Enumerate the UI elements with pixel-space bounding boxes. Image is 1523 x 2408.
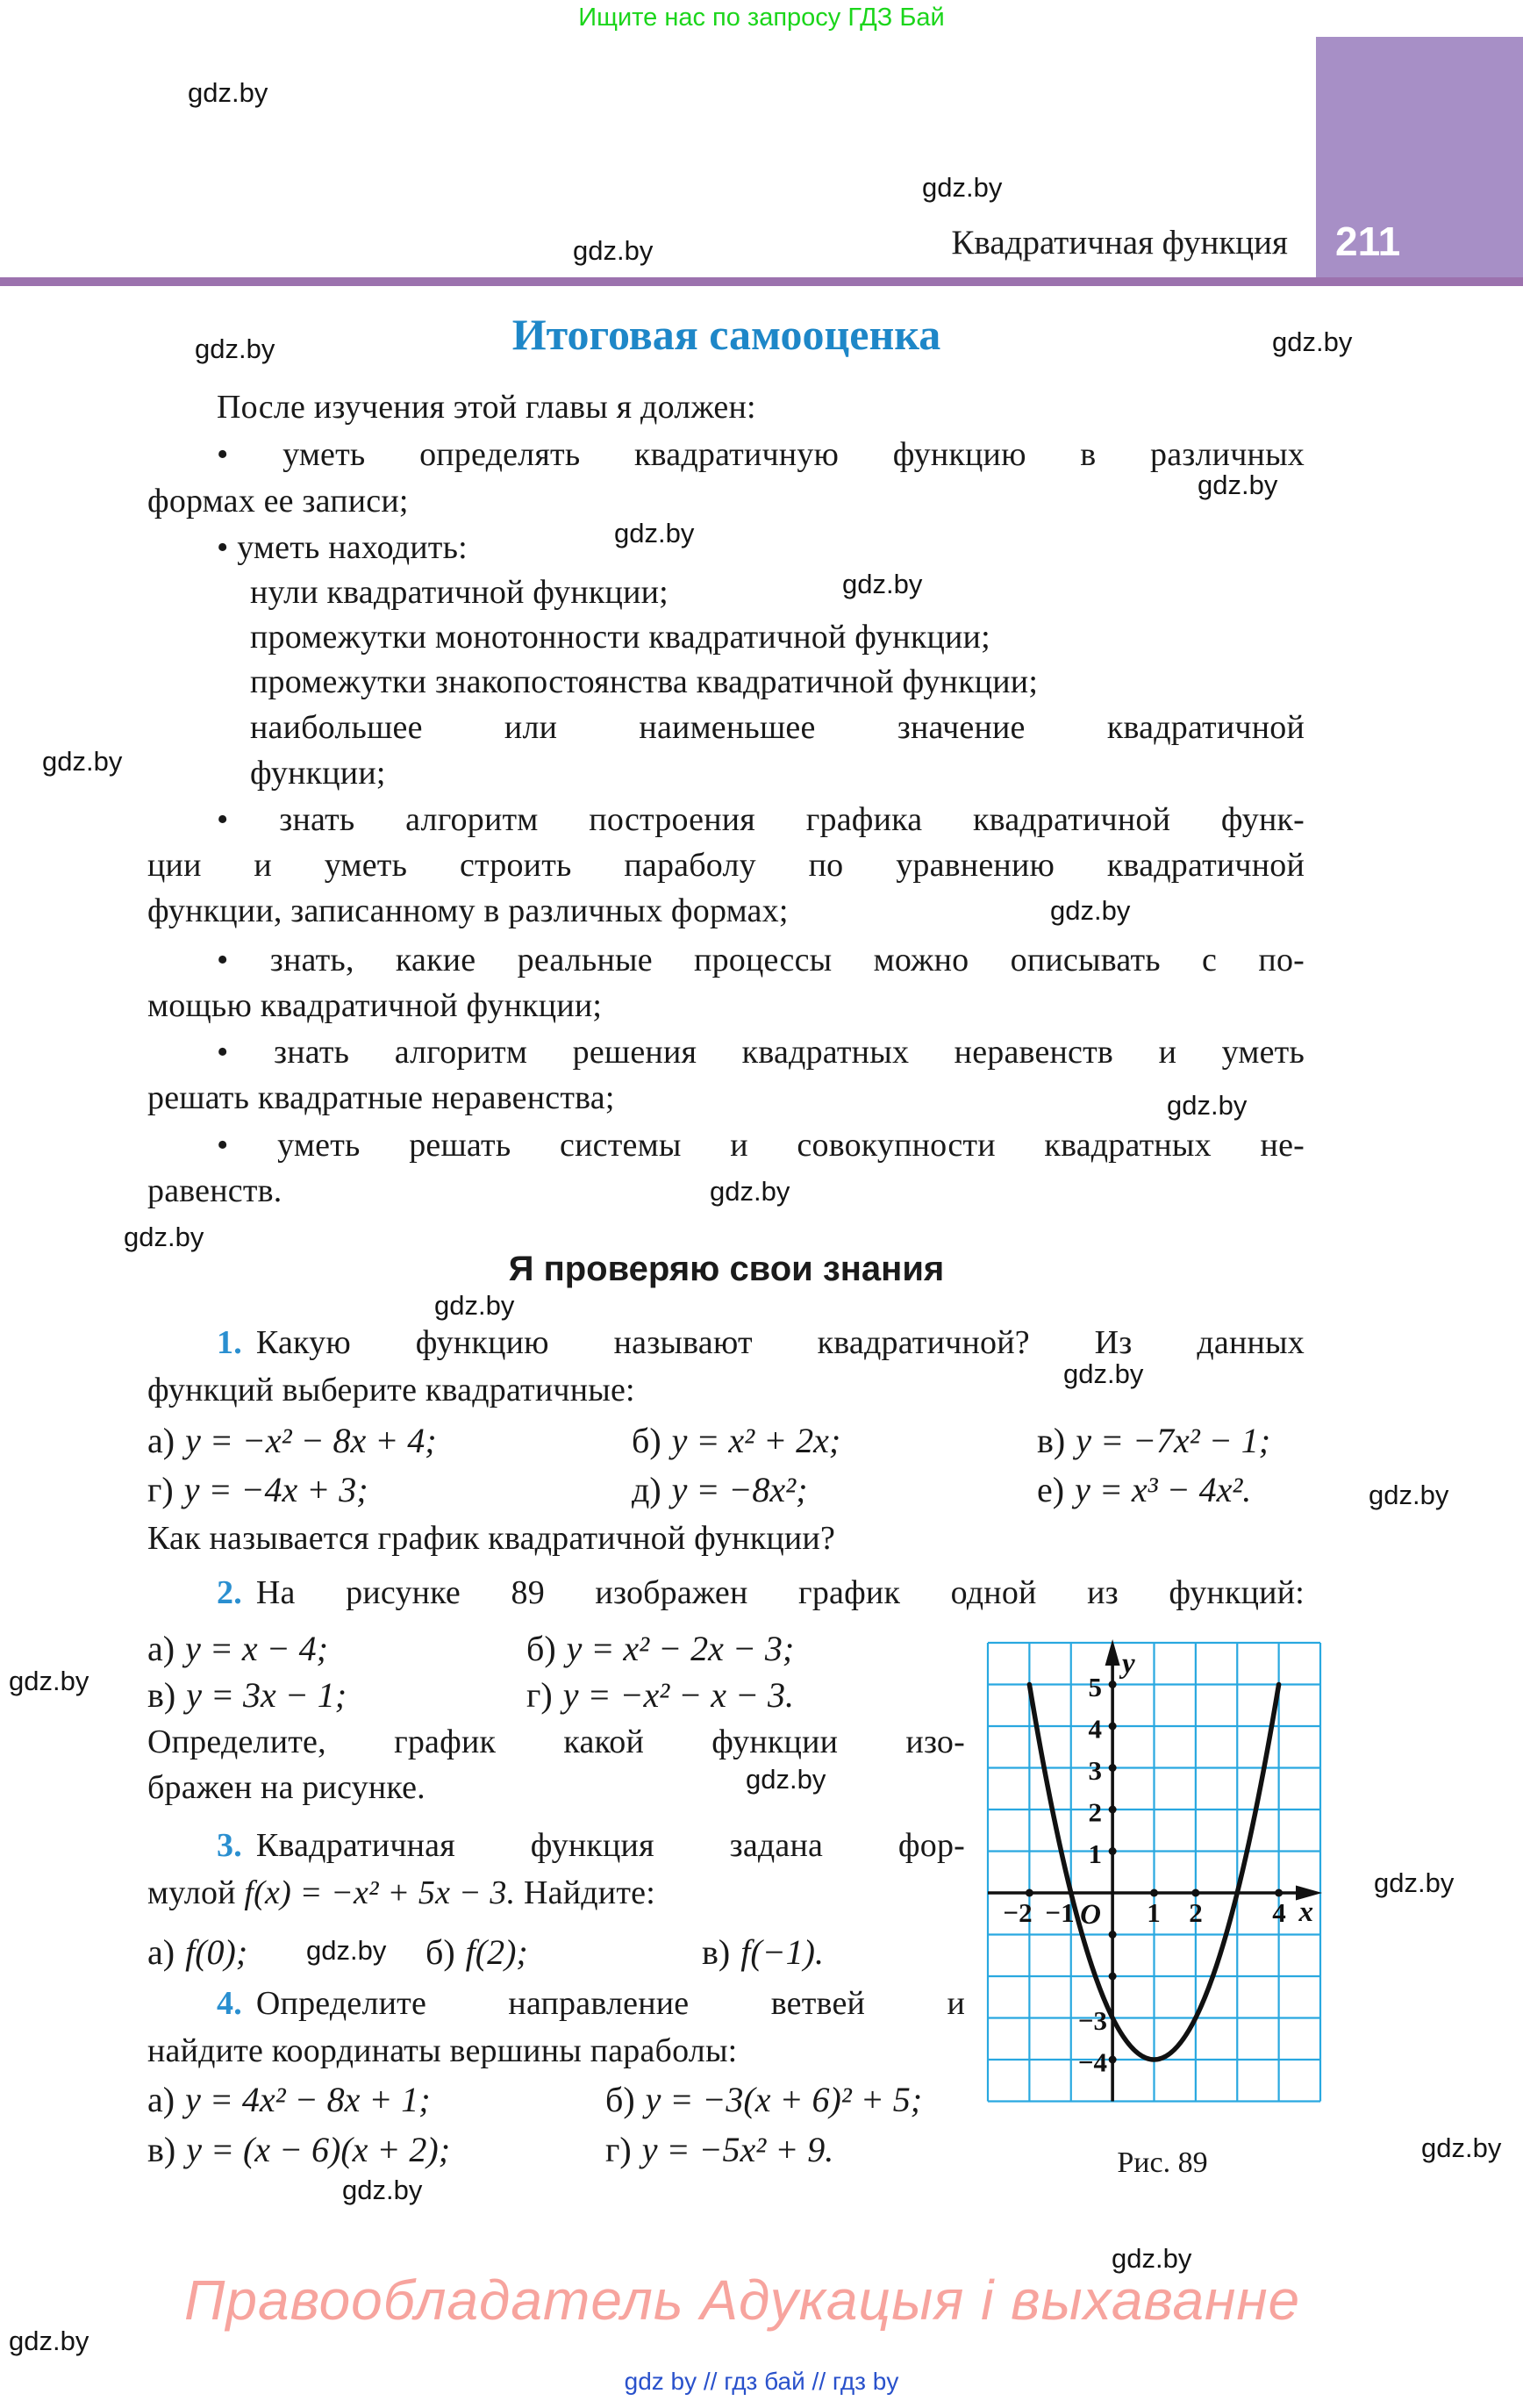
page-number-box	[1316, 37, 1523, 277]
problem-2-question-1: Определите, график какой функции изо-	[147, 1724, 965, 1760]
answer-option: д) y = −8x²;	[632, 1470, 808, 1509]
gdz-watermark: gdz.by	[1369, 1480, 1449, 1510]
answer-option: в) y = 3x − 1;	[147, 1675, 347, 1715]
problem-text: Какую функцию называют квадратичной? Из данных	[255, 1324, 1305, 1361]
gdz-watermark: gdz.by	[922, 172, 1003, 203]
problem-text: На рисунке 89 изображен график одной из функций:	[255, 1574, 1305, 1611]
checklist-line: • знать алгоритм построения графика квадратичной функ-	[217, 801, 1305, 838]
copyright-notice: Правообладатель Адукацыя і выхаванне	[184, 2268, 1301, 2332]
y-tick-label: −3	[1077, 2005, 1107, 2036]
checklist-line: функции;	[250, 755, 386, 792]
gdz-watermark: gdz.by	[434, 1290, 515, 1321]
parabola-chart	[979, 1634, 1330, 2112]
gdz-watermark: gdz.by	[1374, 1867, 1455, 1898]
x-tick-label: 4	[1272, 1897, 1286, 1928]
answer-option: г) y = −5x² + 9.	[605, 2130, 834, 2169]
answer-option: в) y = −7x² − 1;	[1037, 1421, 1271, 1460]
answer-option: б) f(2);	[425, 1932, 528, 1972]
gdz-watermark: gdz.by	[124, 1222, 204, 1252]
gdz-watermark: gdz.by	[1167, 1090, 1248, 1121]
answer-option: в) f(−1).	[702, 1932, 824, 1972]
x-axis-label: x	[1298, 1896, 1313, 1928]
answer-option: а) f(0);	[147, 1932, 248, 1972]
checklist-line: нули квадратичной функции;	[250, 574, 669, 611]
x-tick-label: 2	[1189, 1897, 1203, 1928]
gdz-watermark: gdz.by	[342, 2175, 423, 2205]
checklist-line: ции и уметь строить параболу по уравнению квадратичной	[147, 847, 1305, 884]
answer-option: в) y = (x − 6)(x + 2);	[147, 2130, 451, 2169]
answer-option: а) y = x − 4;	[147, 1629, 328, 1668]
problem-2-statement	[217, 1570, 1305, 1617]
y-tick-label: 2	[1088, 1796, 1102, 1828]
checklist-line: решать квадратные неравенства;	[147, 1079, 615, 1116]
answer-option: б) y = x² + 2x;	[632, 1421, 841, 1460]
x-tick-label: 1	[1147, 1897, 1161, 1928]
checklist-line: функции, записанному в различных формах;	[147, 892, 789, 929]
chapter-header: Квадратичная функция	[951, 224, 1288, 262]
problem-number: 1.	[217, 1324, 242, 1361]
figure-caption: Рис. 89	[1117, 2146, 1208, 2179]
problem-text: Квадратичная функция задана фор-	[255, 1827, 965, 1864]
gdz-watermark: gdz.by	[1198, 469, 1278, 500]
problem-number: 2.	[217, 1574, 242, 1611]
answer-option: б) y = −3(x + 6)² + 5;	[605, 2080, 923, 2119]
gdz-watermark: gdz.by	[306, 1935, 387, 1966]
checklist-line: • знать алгоритм решения квадратных неравенств и уметь	[217, 1034, 1305, 1071]
answer-option: г) y = −x² − x − 3.	[526, 1675, 794, 1715]
gdz-watermark: gdz.by	[188, 77, 268, 108]
x-tick-label: −2	[1003, 1897, 1033, 1928]
gdz-watermark: gdz.by	[710, 1176, 790, 1207]
intro-line: После изучения этой главы я должен:	[217, 389, 756, 426]
checklist-line: промежутки знакопостоянства квадратичной функции;	[250, 663, 1039, 700]
checklist-line: равенств.	[147, 1172, 282, 1209]
checklist-line: • знать, какие реальные процессы можно описывать с по-	[217, 942, 1305, 978]
figure-89-parabola-graph	[979, 1634, 1330, 2112]
checklist-line: формах ее записи;	[147, 483, 409, 520]
answer-option: б) y = x² − 2x − 3;	[526, 1629, 795, 1668]
gdz-watermark: gdz.by	[9, 1666, 89, 1696]
gdz-watermark: gdz.by	[746, 1764, 826, 1795]
problem-1-statement-2: функций выберите квадратичные:	[147, 1372, 635, 1408]
gdz-watermark: gdz.by	[195, 333, 275, 364]
gdz-watermark: gdz.by	[1050, 895, 1131, 926]
gdz-watermark: gdz.by	[9, 2326, 89, 2356]
page-number: 211	[1335, 219, 1401, 264]
checklist-line: промежутки монотонности квадратичной функции;	[250, 619, 990, 656]
gdz-watermark: gdz.by	[573, 235, 654, 266]
gdz-watermark: gdz.by	[42, 746, 123, 777]
y-tick-label: 4	[1088, 1713, 1102, 1745]
y-tick-label: 3	[1088, 1755, 1102, 1786]
x-tick-label: −1	[1045, 1897, 1075, 1928]
gdz-watermark: gdz.by	[1272, 326, 1353, 357]
answer-option: а) y = 4x² − 8x + 1;	[147, 2080, 431, 2119]
footer-links[interactable]: gdz by // гдз бай // гдз by	[624, 2368, 899, 2395]
gdz-watermark: gdz.by	[1421, 2132, 1502, 2163]
answer-option: а) y = −x² − 8x + 4;	[147, 1421, 437, 1460]
origin-label: O	[1080, 1899, 1101, 1931]
checklist-line: мощью квадратичной функции;	[147, 987, 603, 1024]
problem-2-question-2: бражен на рисунке.	[147, 1769, 425, 1806]
y-tick-label: 1	[1088, 1838, 1102, 1869]
grid-lines	[988, 1643, 1320, 2102]
problem-3-statement-2: мулой f(x) = −x² + 5x − 3. Найдите:	[147, 1874, 655, 1911]
section-title: Итоговая самооценка	[511, 310, 941, 359]
answer-option: г) y = −4x + 3;	[147, 1470, 368, 1509]
y-tick-label: 5	[1088, 1672, 1102, 1702]
checklist-line: • уметь находить:	[217, 529, 468, 566]
checklist-line: • уметь определять квадратичную функцию в различных	[217, 436, 1305, 473]
answer-option: е) y = x³ − 4x².	[1037, 1470, 1252, 1509]
problem-text: Определите направление ветвей и	[255, 1985, 965, 2022]
problem-1-question: Как называется график квадратичной функции?	[147, 1520, 836, 1557]
gdz-watermark: gdz.by	[842, 569, 923, 599]
problem-4-statement	[217, 1981, 965, 2028]
checklist-line: наибольшее или наименьшее значение квадратичной	[250, 709, 1305, 746]
problem-4-statement-2: найдите координаты вершины параболы:	[147, 2032, 738, 2069]
gdz-watermark: gdz.by	[1063, 1358, 1144, 1389]
problem-number: 4.	[217, 1985, 242, 2022]
gdz-watermark: gdz.by	[614, 518, 695, 548]
header-rule	[0, 277, 1523, 286]
problem-number: 3.	[217, 1827, 242, 1864]
problem-1-statement	[217, 1320, 1305, 1367]
y-axis-label: y	[1122, 1648, 1135, 1680]
top-banner: Ищите нас по запросу ГДЗ Бай	[578, 4, 945, 32]
checklist-line: • уметь решать системы и совокупности квадратных не-	[217, 1127, 1305, 1164]
y-tick-label: −4	[1077, 2046, 1107, 2078]
quiz-heading: Я проверяю свои знания	[508, 1250, 945, 1288]
gdz-watermark: gdz.by	[1112, 2243, 1192, 2274]
problem-3-statement	[217, 1823, 965, 1870]
